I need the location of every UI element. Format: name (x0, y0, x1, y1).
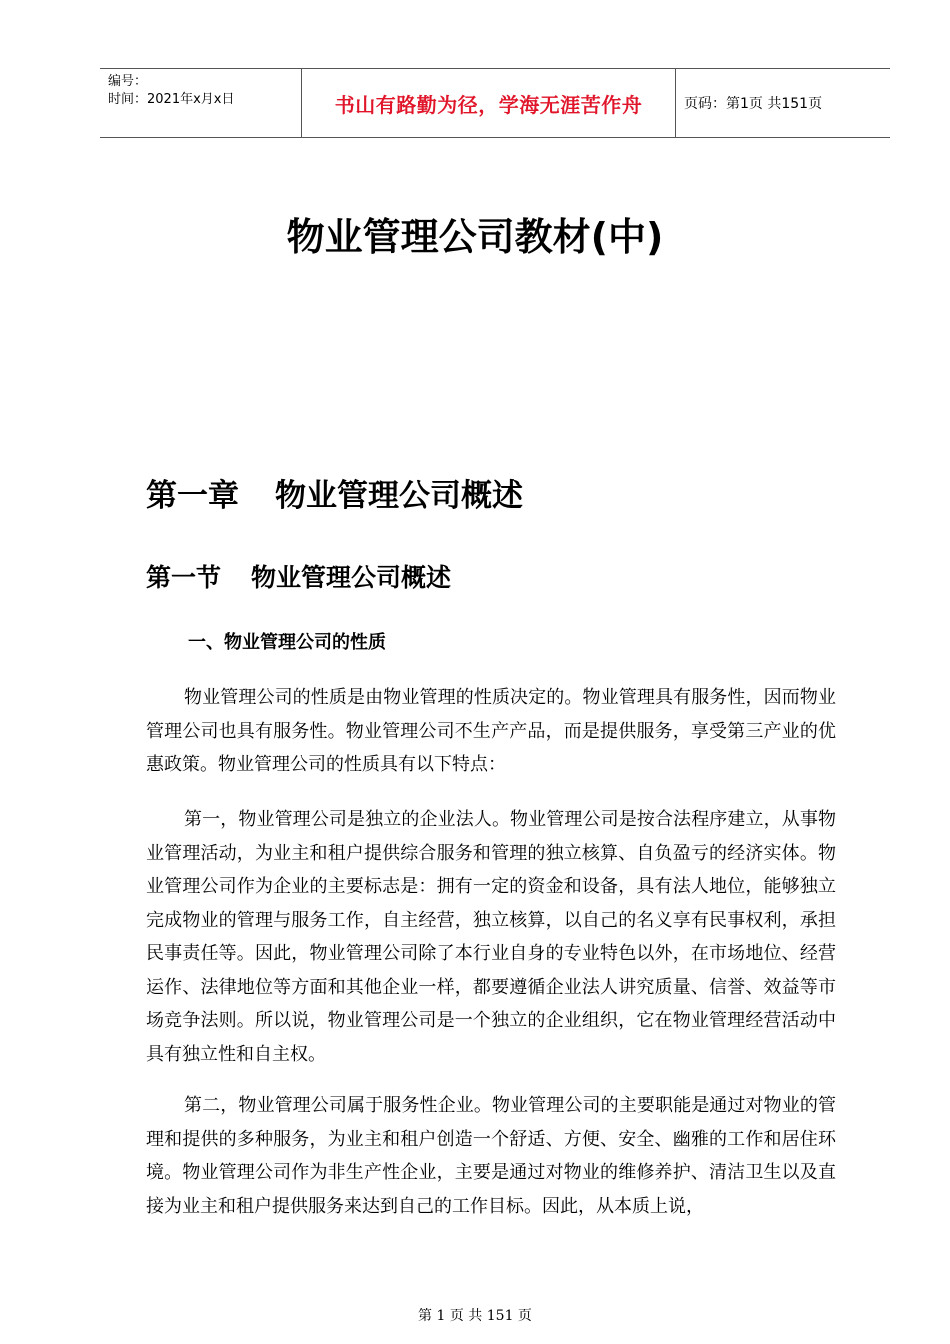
body-paragraph: 物业管理公司的性质是由物业管理的性质决定的。物业管理具有服务性，因而物业管理公司也具有服务性。物业管理公司不生产产品，而是提供服务，享受第三产业的优惠政策。物业管理公司的性质具有以下特点： (146, 687, 836, 775)
header-meta (100, 69, 302, 137)
chapter-heading (146, 470, 523, 515)
page-footer: 第 1 页 共 151 页 (418, 1308, 532, 1324)
subsection-heading: 一、物业管理公司的性质 (188, 632, 386, 653)
document-header (100, 68, 890, 138)
body-paragraph: 第二，物业管理公司属于服务性企业。物业管理公司的主要职能是通过对物业的管理和提供的多种服务，为业主和租户创造一个舒适、方便、安全、幽雅的工作和居住环境。物业管理公司作为非生产性企业，主要是通过对物业的维修养护、清洁卫生以及直接为业主和租户提供服务来达到自己的工作目标。因此，从本质上说， (146, 1095, 836, 1217)
section-number: 第一节 (146, 563, 222, 592)
body-paragraph: 第一，物业管理公司是独立的企业法人。物业管理公司是按合法程序建立，从事物业管理活动，为业主和租户提供综合服务和管理的独立核算、自负盈亏的经济实体。物业管理公司作为企业的主要标志是：拥有一定的资金和设备，具有法人地位，能够独立完成物业的管理与服务工作，自主经营，独立核算，以自己的名义享有民事权利，承担民事责任等。因此，物业管理公司除了本行业自身的专业特色以外，在市场地位、经营运作、法律地位等方面和其他企业一样，都要遵循企业法人讲究质量、信誉、效益等市场竞争法则。所以说，物业管理公司是一个独立的企业组织，它在物业管理经营活动中具有独立性和自主权。 (146, 809, 836, 1065)
document-title: 物业管理公司教材(中) (286, 215, 664, 259)
chapter-number: 第一章 (146, 478, 239, 514)
section-heading (146, 558, 451, 594)
section-title: 物业管理公司概述 (251, 563, 452, 592)
chapter-title: 物业管理公司概述 (275, 478, 523, 514)
header-motto: 书山有路勤为径，学海无涯苦作舟 (302, 69, 676, 137)
time-label: 时间：2021年x月x日 (108, 92, 235, 107)
header-page-info: 页码：第1页 共151页 (684, 96, 823, 112)
number-label: 编号： (108, 74, 148, 89)
